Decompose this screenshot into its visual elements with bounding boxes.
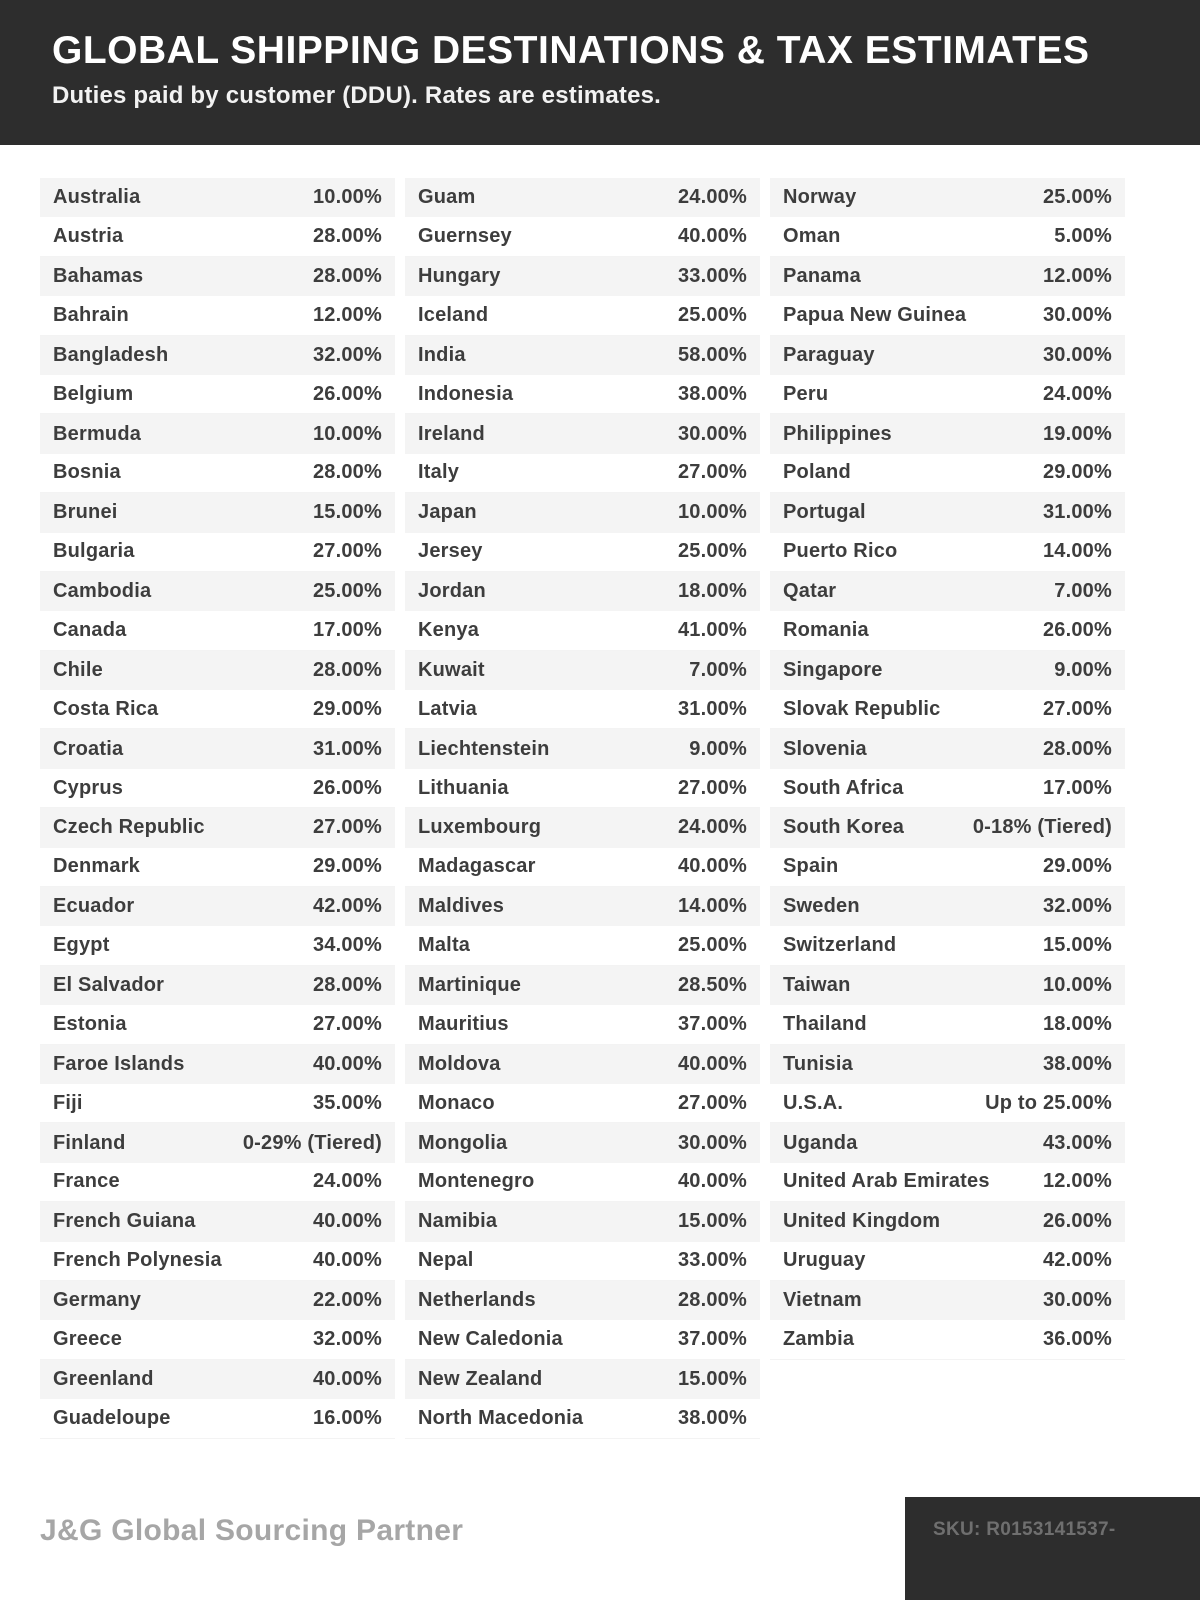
rate-row [40, 966, 395, 1005]
tax-rate: 18.00% [677, 580, 747, 603]
rate-row [770, 414, 1125, 453]
rate-row [405, 1399, 760, 1438]
tax-rate: 30.00% [677, 422, 747, 445]
country-name: South Africa [783, 776, 904, 799]
tax-rate: 28.00% [1042, 737, 1112, 760]
country-name: French Guiana [53, 1210, 196, 1233]
tax-rate: 22.00% [312, 1289, 382, 1312]
tax-rate: 25.00% [677, 303, 747, 326]
country-name: North Macedonia [418, 1406, 584, 1429]
country-name: Zambia [783, 1328, 855, 1351]
rates-column-2 [405, 178, 760, 1439]
rate-row [40, 1005, 395, 1044]
tax-rate: 29.00% [1042, 855, 1112, 878]
rate-row [770, 296, 1125, 335]
country-name: Norway [783, 186, 857, 209]
rate-row [770, 493, 1125, 532]
tax-rate: 12.00% [1042, 264, 1112, 287]
country-name: Czech Republic [53, 816, 205, 839]
rate-row [405, 887, 760, 926]
rate-row [40, 414, 395, 453]
rate-row [40, 808, 395, 847]
tax-rate: 7.00% [1054, 580, 1112, 603]
rate-row [40, 729, 395, 768]
rate-row [405, 454, 760, 493]
tax-rate: 27.00% [312, 540, 382, 563]
country-name: Malta [418, 934, 471, 957]
rate-row [770, 178, 1125, 217]
tax-rate: 14.00% [1042, 540, 1112, 563]
country-name: Tunisia [783, 1052, 853, 1075]
rate-row [770, 729, 1125, 768]
rate-row [40, 1399, 395, 1438]
country-name: Costa Rica [53, 697, 159, 720]
country-name: Egypt [53, 934, 110, 957]
tax-rate: 34.00% [312, 934, 382, 957]
rate-row [405, 1045, 760, 1084]
tax-rate: 27.00% [312, 816, 382, 839]
tax-rate: 40.00% [677, 855, 747, 878]
rate-row [770, 887, 1125, 926]
country-name: Switzerland [783, 934, 897, 957]
tax-rate: 24.00% [677, 186, 747, 209]
country-name: Iceland [418, 303, 489, 326]
rate-row [40, 1084, 395, 1123]
country-name: Italy [418, 461, 460, 484]
country-name: Slovak Republic [783, 697, 941, 720]
tax-rate: 28.00% [312, 974, 382, 996]
tax-rate: 38.00% [677, 1406, 747, 1429]
country-name: Fiji [53, 1091, 83, 1114]
country-name: Australia [53, 186, 141, 209]
tax-rate: 31.00% [312, 737, 382, 760]
rate-row [405, 1360, 760, 1399]
rate-row [40, 296, 395, 335]
rate-row [40, 1045, 395, 1084]
country-name: Jersey [418, 540, 483, 563]
rate-row [770, 1084, 1125, 1123]
country-name: Greenland [53, 1367, 154, 1390]
tax-rate: 17.00% [1042, 776, 1112, 799]
country-name: Estonia [53, 1012, 127, 1035]
tax-rate: 28.00% [312, 264, 382, 287]
country-name: Moldova [418, 1052, 501, 1075]
country-name: Maldives [418, 895, 505, 918]
tax-rate: 10.00% [677, 501, 747, 524]
country-name: Montenegro [418, 1170, 535, 1193]
tax-rate: 12.00% [312, 303, 382, 326]
page-subtitle: Duties paid by customer (DDU). Rates are estimates. [52, 81, 662, 109]
country-name: Singapore [783, 658, 883, 681]
rate-row [770, 336, 1125, 375]
rate-row [405, 178, 760, 217]
tax-rate: 33.00% [677, 1249, 747, 1272]
country-name: Kuwait [418, 658, 485, 681]
country-name: Finland [53, 1131, 126, 1154]
tax-rate: 41.00% [677, 618, 747, 641]
rate-row [40, 1320, 395, 1359]
tax-rate: 9.00% [1054, 658, 1112, 681]
country-name: Greece [53, 1328, 123, 1351]
rate-row [770, 690, 1125, 729]
country-name: Portugal [783, 501, 866, 524]
rate-row [405, 533, 760, 572]
country-name: Guam [418, 186, 476, 209]
tax-rate: 24.00% [312, 1170, 382, 1193]
tax-rate: 26.00% [1042, 618, 1112, 641]
tax-rate: 27.00% [312, 1012, 382, 1035]
country-name: Philippines [783, 422, 892, 445]
rate-row [405, 414, 760, 453]
country-name: Belgium [53, 382, 134, 405]
rate-row [40, 493, 395, 532]
rate-row [770, 966, 1125, 1005]
rate-row [405, 808, 760, 847]
sku-box [905, 1497, 1200, 1600]
tax-rate: 26.00% [312, 776, 382, 799]
country-name: Namibia [418, 1210, 498, 1233]
tax-rate: 37.00% [677, 1328, 747, 1351]
rate-row [770, 1163, 1125, 1202]
rate-row [405, 1202, 760, 1241]
country-name: Taiwan [783, 974, 851, 996]
tax-rate: 27.00% [677, 1091, 747, 1114]
tax-rate: 25.00% [1042, 186, 1112, 209]
tax-rate: 42.00% [1042, 1249, 1112, 1272]
tax-rate: 38.00% [677, 382, 747, 405]
country-name: Mongolia [418, 1131, 508, 1154]
tax-rate: 26.00% [1042, 1210, 1112, 1233]
tax-rate: 15.00% [1042, 934, 1112, 957]
rate-row [40, 454, 395, 493]
country-name: Martinique [418, 974, 522, 996]
rate-row [405, 926, 760, 965]
tax-rate: 27.00% [1042, 697, 1112, 720]
rate-row [405, 651, 760, 690]
tax-rate: 28.00% [312, 658, 382, 681]
country-name: Luxembourg [418, 816, 542, 839]
country-name: Faroe Islands [53, 1052, 185, 1075]
tax-rate: 24.00% [1042, 382, 1112, 405]
tax-rate: 10.00% [312, 186, 382, 209]
tax-rate: 10.00% [1042, 974, 1112, 996]
rate-row [40, 572, 395, 611]
country-name: South Korea [783, 816, 905, 839]
tax-rate: 42.00% [312, 895, 382, 918]
rate-row [40, 257, 395, 296]
country-name: New Zealand [418, 1367, 543, 1390]
rate-row [40, 848, 395, 887]
rate-row [40, 217, 395, 256]
country-name: Peru [783, 382, 829, 405]
rate-row [40, 336, 395, 375]
rate-row [405, 336, 760, 375]
country-name: Liechtenstein [418, 737, 550, 760]
rate-row [770, 769, 1125, 808]
rate-row [770, 572, 1125, 611]
tax-rate: 16.00% [312, 1406, 382, 1429]
tax-rate: 37.00% [677, 1012, 747, 1035]
tax-rate: 25.00% [312, 580, 382, 603]
country-name: Hungary [418, 264, 501, 287]
country-name: United Arab Emirates [783, 1170, 990, 1193]
rate-row [405, 375, 760, 414]
rate-row [40, 1163, 395, 1202]
tax-rate: 9.00% [689, 737, 747, 760]
country-name: Bangladesh [53, 343, 169, 366]
tax-rate: 27.00% [677, 776, 747, 799]
country-name: Guadeloupe [53, 1406, 171, 1429]
tax-rate: 30.00% [1042, 343, 1112, 366]
tax-rate: 28.00% [312, 461, 382, 484]
tax-rate: 40.00% [312, 1210, 382, 1233]
rate-row [405, 690, 760, 729]
country-name: Lithuania [418, 776, 509, 799]
rate-row [40, 926, 395, 965]
rate-row [770, 375, 1125, 414]
rate-row [770, 533, 1125, 572]
country-name: Germany [53, 1289, 142, 1312]
country-name: U.S.A. [783, 1091, 844, 1114]
rate-row [40, 1123, 395, 1162]
tax-rate: 12.00% [1042, 1170, 1112, 1193]
country-name: Chile [53, 658, 103, 681]
rate-row [40, 375, 395, 414]
rate-row [40, 651, 395, 690]
tax-rate: 15.00% [677, 1367, 747, 1390]
rate-row [405, 217, 760, 256]
rate-row [405, 493, 760, 532]
country-name: Bahrain [53, 303, 129, 326]
country-name: Bosnia [53, 461, 121, 484]
rate-row [770, 454, 1125, 493]
rate-row [770, 217, 1125, 256]
tax-rate: 35.00% [312, 1091, 382, 1114]
country-name: Ireland [418, 422, 485, 445]
country-name: United Kingdom [783, 1210, 941, 1233]
tax-rate: 33.00% [677, 264, 747, 287]
rate-row [405, 611, 760, 650]
rate-row [770, 611, 1125, 650]
rate-row [405, 1123, 760, 1162]
tax-rate: 28.00% [312, 225, 382, 248]
tax-rate: 0-29% (Tiered) [242, 1131, 382, 1154]
rate-row [40, 1360, 395, 1399]
country-name: Slovenia [783, 737, 867, 760]
tax-rate: 15.00% [312, 501, 382, 524]
country-name: Indonesia [418, 382, 514, 405]
rate-row [770, 1202, 1125, 1241]
tax-rate: 40.00% [677, 225, 747, 248]
country-name: Guernsey [418, 225, 512, 248]
tax-rate: 10.00% [312, 422, 382, 445]
rate-row [405, 1084, 760, 1123]
tax-rate: 40.00% [312, 1052, 382, 1075]
tax-rate: 26.00% [312, 382, 382, 405]
tax-rate: 40.00% [677, 1170, 747, 1193]
rate-row [405, 848, 760, 887]
tax-rate: 25.00% [677, 540, 747, 563]
country-name: Vietnam [783, 1289, 862, 1312]
rate-row [770, 257, 1125, 296]
rates-column-3 [770, 178, 1125, 1439]
tax-rate: 29.00% [1042, 461, 1112, 484]
tax-rate: 14.00% [677, 895, 747, 918]
country-name: Denmark [53, 855, 140, 878]
rate-row [40, 887, 395, 926]
country-name: Oman [783, 225, 841, 248]
tax-rate: 30.00% [1042, 303, 1112, 326]
rate-row [770, 1123, 1125, 1162]
tax-rate: 32.00% [312, 1328, 382, 1351]
rate-row [405, 296, 760, 335]
country-name: Uganda [783, 1131, 858, 1154]
rate-row [405, 1242, 760, 1281]
country-name: Monaco [418, 1091, 495, 1114]
rate-row [405, 1005, 760, 1044]
tax-rate: Up to 25.00% [985, 1091, 1112, 1114]
rate-row [40, 611, 395, 650]
country-name: Poland [783, 461, 851, 484]
country-name: Bulgaria [53, 540, 135, 563]
tax-rate: 40.00% [312, 1249, 382, 1272]
country-name: Papua New Guinea [783, 303, 967, 326]
tax-rate: 25.00% [677, 934, 747, 957]
country-name: India [418, 343, 466, 366]
rate-row [770, 1005, 1125, 1044]
country-name: Madagascar [418, 855, 536, 878]
tax-rate: 32.00% [312, 343, 382, 366]
tax-rate: 38.00% [1042, 1052, 1112, 1075]
country-name: Ecuador [53, 895, 135, 918]
country-name: Austria [53, 225, 124, 248]
rate-row [405, 572, 760, 611]
rate-row [770, 651, 1125, 690]
tax-rate: 32.00% [1042, 895, 1112, 918]
tax-rate: 40.00% [677, 1052, 747, 1075]
tax-rate: 43.00% [1042, 1131, 1112, 1154]
rate-row [405, 966, 760, 1005]
tax-rate: 28.00% [677, 1289, 747, 1312]
country-name: Jordan [418, 580, 486, 603]
country-name: Spain [783, 855, 839, 878]
country-name: French Polynesia [53, 1249, 222, 1272]
tax-rate: 27.00% [677, 461, 747, 484]
tax-rate: 31.00% [1042, 501, 1112, 524]
country-name: Uruguay [783, 1249, 866, 1272]
rate-row [405, 1320, 760, 1359]
rate-row [40, 769, 395, 808]
country-name: Brunei [53, 501, 118, 524]
tax-rate: 29.00% [312, 697, 382, 720]
header [0, 0, 1200, 145]
country-name: Thailand [783, 1012, 867, 1035]
country-name: El Salvador [53, 974, 165, 996]
tax-rate: 0-18% (Tiered) [972, 816, 1112, 839]
country-name: Japan [418, 501, 477, 524]
tax-rate: 7.00% [689, 658, 747, 681]
country-name: Nepal [418, 1249, 474, 1272]
rate-row [770, 808, 1125, 847]
country-name: Bahamas [53, 264, 144, 287]
country-name: Mauritius [418, 1012, 509, 1035]
tax-rate: 15.00% [677, 1210, 747, 1233]
rate-row [40, 1202, 395, 1241]
rate-row [405, 257, 760, 296]
country-name: Qatar [783, 580, 837, 603]
tax-rate: 29.00% [312, 855, 382, 878]
country-name: Puerto Rico [783, 540, 898, 563]
brand-text: J&G Global Sourcing Partner [40, 1514, 464, 1547]
country-name: Bermuda [53, 422, 142, 445]
rate-row [405, 729, 760, 768]
tax-rate: 58.00% [677, 343, 747, 366]
tax-rate: 24.00% [677, 816, 747, 839]
sku-text: SKU: R0153141537- [933, 1519, 1116, 1540]
country-name: Croatia [53, 737, 124, 760]
rates-grid [40, 178, 1200, 1439]
rate-row [40, 1242, 395, 1281]
country-name: Panama [783, 264, 861, 287]
tax-rate: 31.00% [677, 697, 747, 720]
tax-rate: 19.00% [1042, 422, 1112, 445]
rate-row [770, 1281, 1125, 1320]
country-name: Paraguay [783, 343, 875, 366]
rate-row [770, 926, 1125, 965]
tax-rate: 30.00% [677, 1131, 747, 1154]
rate-row [40, 178, 395, 217]
rate-row [40, 690, 395, 729]
rate-row [770, 1045, 1125, 1084]
rate-row [405, 1163, 760, 1202]
tax-rate: 17.00% [312, 618, 382, 641]
country-name: Romania [783, 618, 869, 641]
country-name: Latvia [418, 697, 478, 720]
rate-row [770, 1320, 1125, 1359]
country-name: France [53, 1170, 120, 1193]
tax-rate: 28.50% [677, 974, 747, 996]
country-name: Canada [53, 618, 127, 641]
country-name: Kenya [418, 618, 480, 641]
page-title: GLOBAL SHIPPING DESTINATIONS & TAX ESTIMATES [52, 29, 1090, 72]
tax-rate: 5.00% [1054, 225, 1112, 248]
country-name: Cyprus [53, 776, 124, 799]
rate-row [770, 848, 1125, 887]
country-name: Sweden [783, 895, 860, 918]
rates-column-1 [40, 178, 395, 1439]
rate-row [770, 1242, 1125, 1281]
rate-row [405, 769, 760, 808]
rate-row [40, 533, 395, 572]
rate-row [40, 1281, 395, 1320]
tax-rate: 40.00% [312, 1367, 382, 1390]
tax-rate: 36.00% [1042, 1328, 1112, 1351]
country-name: Cambodia [53, 580, 152, 603]
country-name: New Caledonia [418, 1328, 563, 1351]
rate-row [405, 1281, 760, 1320]
tax-rate: 30.00% [1042, 1289, 1112, 1312]
country-name: Netherlands [418, 1289, 536, 1312]
tax-rate: 18.00% [1042, 1012, 1112, 1035]
